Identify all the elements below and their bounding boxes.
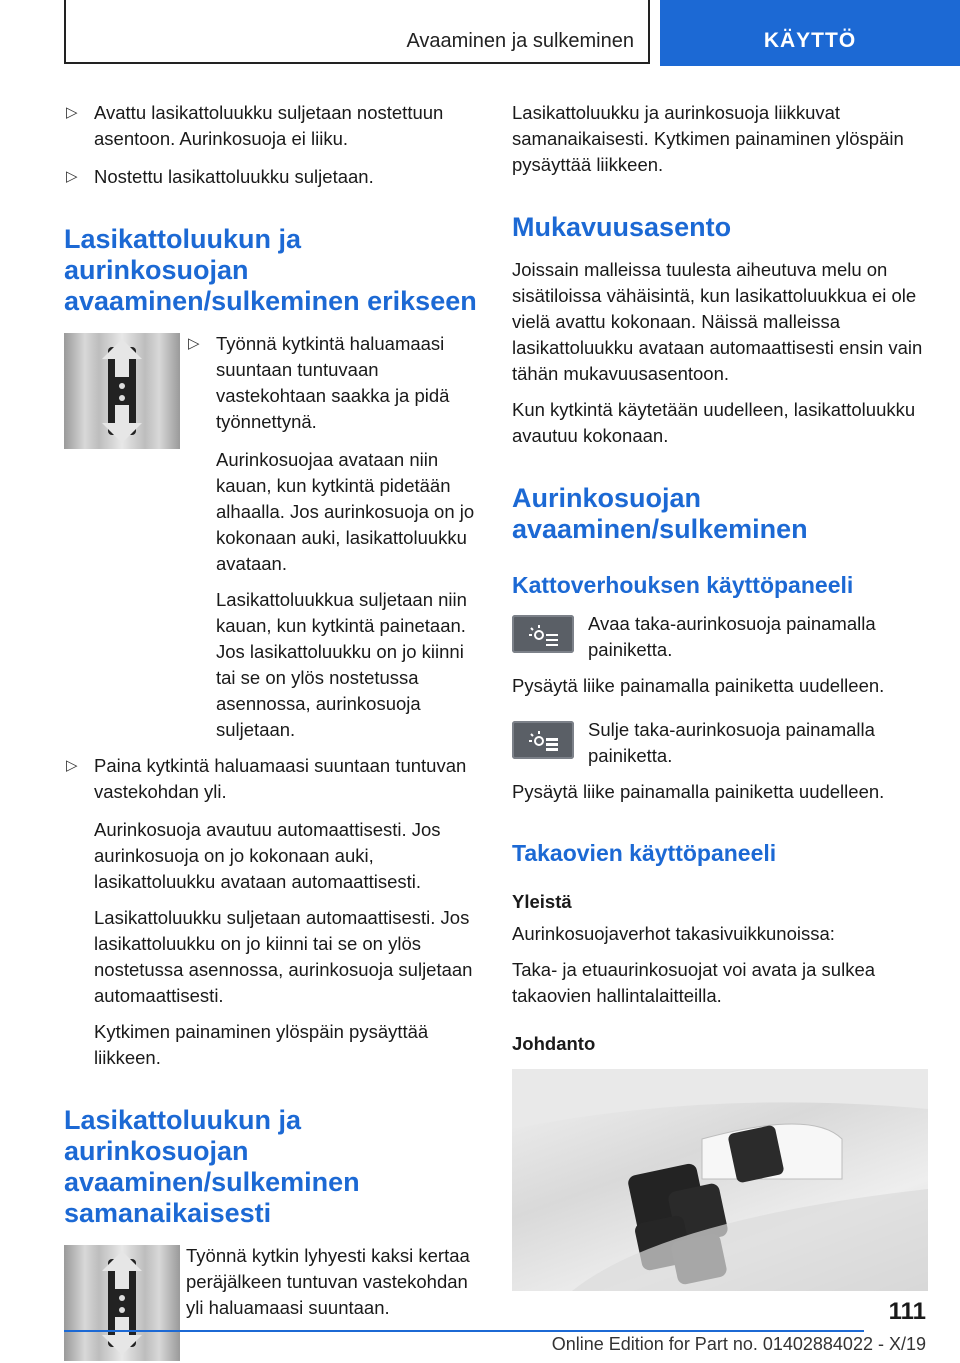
triangle-bullet-icon: ▷ bbox=[66, 757, 78, 774]
bullet bbox=[186, 331, 480, 435]
roof-switch-image bbox=[64, 1245, 180, 1361]
triangle-bullet-icon: ▷ bbox=[66, 104, 78, 121]
heading-roof-panel: Kattoverhouksen käyttöpaneeli bbox=[512, 572, 854, 598]
bullet-text: Työnnä kytkintä haluamaasi suuntaan tuntuvaan vastekohtaan saakka ja pidä työnnettynä. bbox=[216, 333, 450, 432]
bullet bbox=[64, 100, 480, 152]
header-box bbox=[64, 0, 650, 64]
paragraph: Aurinkosuoja avautuu automaattisesti. Jos aurinkosuoja on jo kokonaan auki, lasikattoluukku avataan automaattisesti. bbox=[94, 819, 441, 892]
bullet-text: Nostettu lasikattoluukku suljetaan. bbox=[94, 166, 374, 187]
paragraph: Työnnä kytkin lyhyesti kaksi kertaa peräjälkeen tuntuvan vastekohdan yli haluamaasi suuntaan. bbox=[186, 1245, 470, 1318]
heading-simultaneous: Lasikattoluukun ja aurinkosuojan avaaminen/sulkeminen samanaikaisesti bbox=[64, 1105, 360, 1228]
bullet bbox=[64, 164, 480, 190]
paragraph: Sulje taka-aurinkosuoja painamalla painiketta. bbox=[588, 719, 875, 766]
heading-intro: Johdanto bbox=[512, 1033, 596, 1054]
switch-figure-row bbox=[64, 331, 480, 743]
bullet-text: Avattu lasikattoluukku suljetaan nostettuun asentoon. Aurinkosuoja ei liiku. bbox=[94, 102, 444, 149]
paragraph: Avaa taka-aurinkosuoja painamalla painiketta. bbox=[588, 613, 876, 660]
roof-switch-image bbox=[64, 333, 180, 449]
paragraph: Lasikattoluukkua suljetaan niin kauan, kun kytkintä painetaan. Jos lasikattoluukku on jo kiinni tai se on ylös nostetussa asennossa, aurinkosuoja suljetaan. bbox=[216, 589, 467, 740]
door-panel-image bbox=[512, 1069, 928, 1291]
heading-general: Yleistä bbox=[512, 891, 572, 912]
paragraph: Kun kytkintä käytetään uudelleen, lasikattoluukku avautuu kokonaan. bbox=[512, 399, 916, 446]
paragraph: Kytkimen painaminen ylöspäin pysäyttää liikkeen. bbox=[94, 1021, 429, 1068]
footer-divider bbox=[64, 1330, 864, 1332]
paragraph: Joissain malleissa tuulesta aiheutuva melu on sisätiloissa vähäisintä, kun lasikattoluukkua ei ole vielä avattu kokonaan. Näissä malleissa lasikattoluukku avataan automaattisesti ensin vain tähän mukavuusasentoon. bbox=[512, 259, 923, 384]
paragraph: Lasikattoluukku ja aurinkosuoja liikkuvat samanaikaisesti. Kytkimen painaminen ylöspäin pysäyttää liikkeen. bbox=[512, 102, 904, 175]
triangle-bullet-icon: ▷ bbox=[66, 168, 78, 185]
button-row bbox=[512, 717, 930, 769]
paragraph: Lasikattoluukku suljetaan automaattisesti. Jos lasikattoluukku on jo kiinni tai se on ylös nostetussa asennossa, aurinkosuoja suljetaan automaattisesti. bbox=[94, 907, 473, 1006]
paragraph: Aurinkosuojaa avataan niin kauan, kun kytkintä pidetään alhaalla. Jos aurinkosuoja on jo kokonaan auki, lasikattoluukku avataan. bbox=[216, 449, 475, 574]
button-row bbox=[512, 611, 930, 663]
triangle-bullet-icon: ▷ bbox=[188, 335, 200, 352]
chapter-tab bbox=[660, 0, 960, 66]
section-title: Avaaminen ja sulkeminen bbox=[406, 30, 634, 52]
sunshade-open-button-icon bbox=[512, 615, 574, 653]
sunshade-close-button-icon bbox=[512, 721, 574, 759]
right-column bbox=[512, 100, 930, 1295]
left-column bbox=[64, 100, 480, 1363]
paragraph: Pysäytä liike painamalla painiketta uudelleen. bbox=[512, 675, 885, 696]
bullet-text: Paina kytkintä haluamaasi suuntaan tuntuvan vastekohdan yli. bbox=[94, 755, 467, 802]
heading-comfort: Mukavuusasento bbox=[512, 212, 732, 242]
paragraph: Aurinkosuojaverhot takasivuikkunoissa: bbox=[512, 923, 835, 944]
bullet bbox=[64, 753, 480, 805]
heading-sunshade: Aurinkosuojan avaaminen/sulkeminen bbox=[512, 483, 808, 544]
footer-edition: Online Edition for Part no. 01402884022 - X/19 bbox=[551, 1334, 926, 1354]
paragraph: Taka- ja etuaurinkosuojat voi avata ja sulkea takaovien hallintalaitteilla. bbox=[512, 959, 876, 1006]
page-number: 111 bbox=[888, 1298, 926, 1325]
chapter-tab-label: KÄYTTÖ bbox=[763, 29, 857, 52]
heading-rear-panel: Takaovien käyttöpaneeli bbox=[512, 840, 777, 866]
paragraph: Pysäytä liike painamalla painiketta uudelleen. bbox=[512, 781, 885, 802]
switch-figure-row bbox=[64, 1243, 480, 1363]
heading-separate: Lasikattoluukun ja aurinkosuojan avaaminen/sulkeminen erikseen bbox=[64, 224, 477, 316]
